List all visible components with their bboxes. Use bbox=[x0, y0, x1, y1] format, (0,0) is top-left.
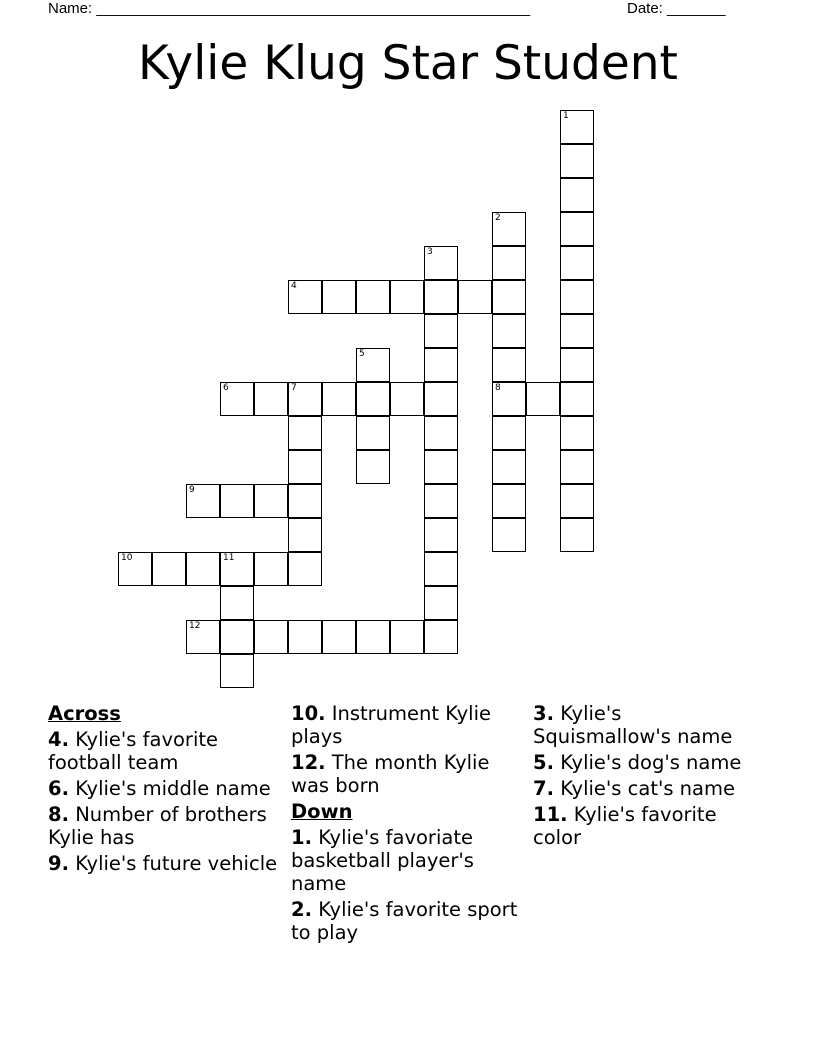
clue-number-label: 1 bbox=[563, 111, 569, 121]
clue-number-label: 7 bbox=[291, 383, 297, 393]
grid-cell[interactable] bbox=[560, 416, 594, 450]
grid-cell[interactable] bbox=[560, 518, 594, 552]
grid-cell[interactable] bbox=[560, 212, 594, 246]
grid-cell[interactable] bbox=[492, 382, 526, 416]
grid-cell[interactable] bbox=[424, 552, 458, 586]
grid-cell[interactable] bbox=[186, 484, 220, 518]
clue-number-label: 8 bbox=[495, 383, 501, 393]
grid-cell[interactable] bbox=[288, 552, 322, 586]
grid-cell[interactable] bbox=[356, 382, 390, 416]
grid-cell[interactable] bbox=[254, 620, 288, 654]
grid-cell[interactable] bbox=[560, 348, 594, 382]
clue-number: 2. bbox=[291, 898, 312, 921]
grid-cell[interactable] bbox=[220, 484, 254, 518]
clue-text: Kylie's favorite football team bbox=[48, 728, 219, 774]
across-heading: Across bbox=[48, 702, 121, 725]
grid-cell[interactable] bbox=[492, 450, 526, 484]
grid-cell[interactable] bbox=[492, 212, 526, 246]
grid-cell[interactable] bbox=[288, 280, 322, 314]
grid-cell[interactable] bbox=[220, 620, 254, 654]
clue-number: 5. bbox=[533, 751, 554, 774]
clue-number: 7. bbox=[533, 777, 554, 800]
grid-cell[interactable] bbox=[356, 416, 390, 450]
down-clue-3 bbox=[533, 702, 765, 748]
grid-cell[interactable] bbox=[424, 314, 458, 348]
grid-cell[interactable] bbox=[390, 620, 424, 654]
across-clue-6 bbox=[48, 777, 280, 800]
grid-cell[interactable] bbox=[220, 654, 254, 688]
grid-cell[interactable] bbox=[118, 552, 152, 586]
across-clue-4 bbox=[48, 728, 280, 774]
clue-number: 12. bbox=[291, 751, 326, 774]
grid-cell[interactable] bbox=[288, 620, 322, 654]
clue-number: 1. bbox=[291, 826, 312, 849]
grid-cell[interactable] bbox=[186, 620, 220, 654]
clue-number-label: 3 bbox=[427, 247, 433, 257]
grid-cell[interactable] bbox=[424, 484, 458, 518]
grid-cell[interactable] bbox=[424, 246, 458, 280]
grid-cell[interactable] bbox=[288, 484, 322, 518]
grid-cell[interactable] bbox=[220, 586, 254, 620]
name-field[interactable]: Name: ____________________________________________________ bbox=[48, 0, 531, 17]
clue-number: 6. bbox=[48, 777, 69, 800]
grid-cell[interactable] bbox=[254, 484, 288, 518]
grid-cell[interactable] bbox=[458, 280, 492, 314]
grid-cell[interactable] bbox=[492, 246, 526, 280]
grid-cell[interactable] bbox=[560, 246, 594, 280]
grid-cell[interactable] bbox=[560, 484, 594, 518]
grid-cell[interactable] bbox=[186, 552, 220, 586]
grid-cell[interactable] bbox=[152, 552, 186, 586]
clue-number-label: 5 bbox=[359, 349, 365, 359]
clue-text: Kylie's future vehicle bbox=[75, 852, 278, 875]
across-clue-8 bbox=[48, 803, 280, 849]
grid-cell[interactable] bbox=[492, 484, 526, 518]
clue-text: Number of brothers Kylie has bbox=[48, 803, 267, 849]
clue-column-3 bbox=[533, 702, 765, 852]
grid-cell[interactable] bbox=[424, 620, 458, 654]
across-clue-10 bbox=[291, 702, 523, 748]
clue-text: Kylie's middle name bbox=[75, 777, 271, 800]
grid-cell[interactable] bbox=[356, 620, 390, 654]
clue-text: Instrument Kylie plays bbox=[291, 702, 491, 748]
grid-cell[interactable] bbox=[492, 280, 526, 314]
down-heading: Down bbox=[291, 800, 353, 823]
across-clue-12 bbox=[291, 751, 523, 797]
grid-cell[interactable] bbox=[492, 416, 526, 450]
clue-number: 9. bbox=[48, 852, 69, 875]
grid-cell[interactable] bbox=[424, 348, 458, 382]
grid-cell[interactable] bbox=[560, 144, 594, 178]
grid-cell[interactable] bbox=[288, 518, 322, 552]
grid-cell[interactable] bbox=[254, 382, 288, 416]
grid-cell[interactable] bbox=[424, 416, 458, 450]
clue-text: Kylie's favoriate basketball player's name bbox=[291, 826, 474, 895]
grid-cell[interactable] bbox=[322, 620, 356, 654]
grid-cell[interactable] bbox=[390, 382, 424, 416]
grid-cell[interactable] bbox=[492, 314, 526, 348]
grid-cell[interactable] bbox=[424, 586, 458, 620]
grid-cell[interactable] bbox=[390, 280, 424, 314]
clue-number-label: 6 bbox=[223, 383, 229, 393]
clue-text: The month Kylie was born bbox=[291, 751, 490, 797]
clue-number: 8. bbox=[48, 803, 69, 826]
grid-cell[interactable] bbox=[560, 280, 594, 314]
header bbox=[0, 0, 816, 20]
clue-text: Kylie's cat's name bbox=[560, 777, 735, 800]
grid-cell[interactable] bbox=[220, 552, 254, 586]
grid-cell[interactable] bbox=[492, 348, 526, 382]
puzzle-title: Kylie Klug Star Student bbox=[138, 36, 678, 91]
grid-cell[interactable] bbox=[424, 382, 458, 416]
down-clue-2 bbox=[291, 898, 523, 944]
grid-cell[interactable] bbox=[492, 518, 526, 552]
clue-number-label: 10 bbox=[121, 553, 133, 563]
grid-cell[interactable] bbox=[356, 450, 390, 484]
grid-cell[interactable] bbox=[288, 382, 322, 416]
clue-number: 4. bbox=[48, 728, 69, 751]
grid-cell[interactable] bbox=[254, 552, 288, 586]
clue-number: 3. bbox=[533, 702, 554, 725]
clue-text: Kylie's favorite sport to play bbox=[291, 898, 518, 944]
clue-column-1 bbox=[48, 702, 280, 878]
clue-number-label: 11 bbox=[223, 553, 235, 563]
grid-cell[interactable] bbox=[288, 450, 322, 484]
clue-number-label: 2 bbox=[495, 213, 501, 223]
grid-cell[interactable] bbox=[560, 178, 594, 212]
across-clue-9 bbox=[48, 852, 280, 875]
clue-text: Kylie's favorite color bbox=[533, 803, 717, 849]
down-clue-11 bbox=[533, 803, 765, 849]
clue-number: 11. bbox=[533, 803, 568, 826]
grid-cell[interactable] bbox=[526, 382, 560, 416]
grid-cell[interactable] bbox=[220, 382, 254, 416]
date-field[interactable]: Date: _______ bbox=[627, 0, 726, 17]
grid-cell[interactable] bbox=[356, 348, 390, 382]
grid-cell[interactable] bbox=[560, 314, 594, 348]
grid-cell[interactable] bbox=[322, 280, 356, 314]
clue-number-label: 12 bbox=[189, 621, 201, 631]
down-clue-7 bbox=[533, 777, 765, 800]
grid-cell[interactable] bbox=[424, 518, 458, 552]
clue-number-label: 4 bbox=[291, 281, 297, 291]
grid-cell[interactable] bbox=[560, 110, 594, 144]
clue-number: 10. bbox=[291, 702, 326, 725]
down-clue-1 bbox=[291, 826, 523, 895]
clue-text: Kylie's dog's name bbox=[560, 751, 742, 774]
grid-cell[interactable] bbox=[424, 450, 458, 484]
grid-cell[interactable] bbox=[288, 416, 322, 450]
clue-number-label: 9 bbox=[189, 485, 195, 495]
grid-cell[interactable] bbox=[424, 280, 458, 314]
down-clue-5 bbox=[533, 751, 765, 774]
grid-cell[interactable] bbox=[560, 450, 594, 484]
clue-text: Kylie's Squismallow's name bbox=[533, 702, 733, 748]
clue-column-2 bbox=[291, 702, 523, 947]
grid-cell[interactable] bbox=[356, 280, 390, 314]
grid-cell[interactable] bbox=[560, 382, 594, 416]
grid-cell[interactable] bbox=[322, 382, 356, 416]
